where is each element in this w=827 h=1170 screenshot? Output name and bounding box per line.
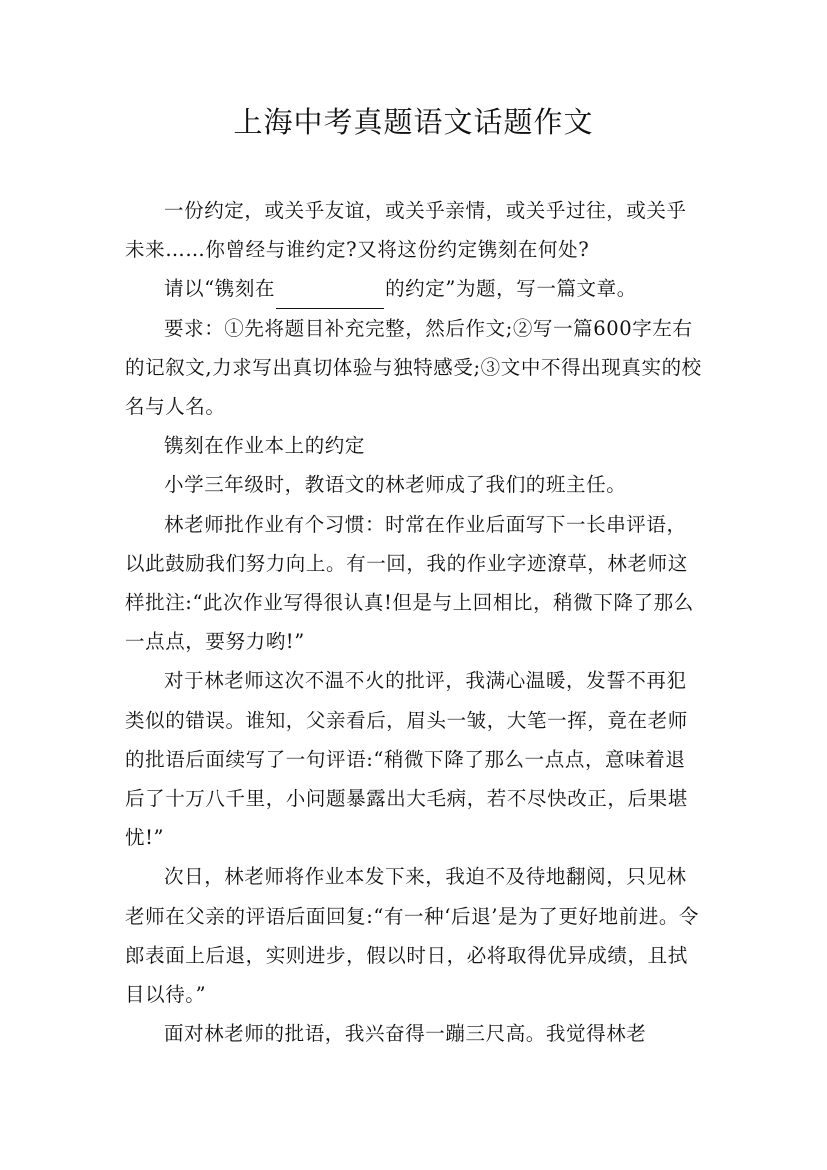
- prompt-task-before-blank: 请以“镌刻在: [164, 277, 276, 301]
- prompt-task-after-blank: 的约定”为题，写一篇文章。: [385, 277, 637, 301]
- document-title: 上海中考真题语文话题作文: [233, 105, 594, 139]
- prompt-requirements: 要求：①先将题目补充完整，然后作文;②写一篇600字左右的记叙文,力求写出真切体验与独特感受;③文中不得出现真实的校名与人名。: [125, 316, 702, 419]
- essay-paragraph: 林老师批作业有个习惯：时常在作业后面写下一长串评语，以此鼓励我们努力向上。有一回，我的作业字迹潦草，林老师这样批注:“此次作业写得很认真!但是与上回相比，稍微下降了那么一点点，要努力哟!”: [125, 512, 694, 654]
- fill-in-blank-line: [276, 287, 384, 308]
- essay-paragraph: 小学三年级时，教语文的林老师成了我们的班主任。: [164, 473, 627, 497]
- document-body: [125, 191, 705, 1053]
- essay-paragraph: 对于林老师这次不温不火的批评，我满心温暖，发誓不再犯类似的错误。谁知，父亲看后，眉头一皱，大笔一挥，竟在老师的批语后面续写了一句评语:“稍微下降了那么一点点，意味着退后了十万八千里，小问题暴露出大毛病，若不尽快改正，后果堪忧!”: [125, 669, 688, 850]
- essay-heading: 镌刻在作业本上的约定: [164, 434, 366, 458]
- essay-paragraph: 次日，林老师将作业本发下来，我迫不及待地翻阅，只见林老师在父亲的评语后面回复:“有一种‘后退’是为了更好地前进。令郎表面上后退，实则进步，假以时日，必将取得优异成绩，且拭目以待。”: [125, 865, 700, 1007]
- prompt-intro: 一份约定，或关乎友谊，或关乎亲情，或关乎过往，或关乎未来……你曾经与谁约定?又将这份约定镌刻在何处?: [125, 199, 687, 262]
- essay-paragraph: 面对林老师的批语，我兴奋得一蹦三尺高。我觉得林老: [164, 1022, 647, 1046]
- prompt-task: [125, 269, 705, 308]
